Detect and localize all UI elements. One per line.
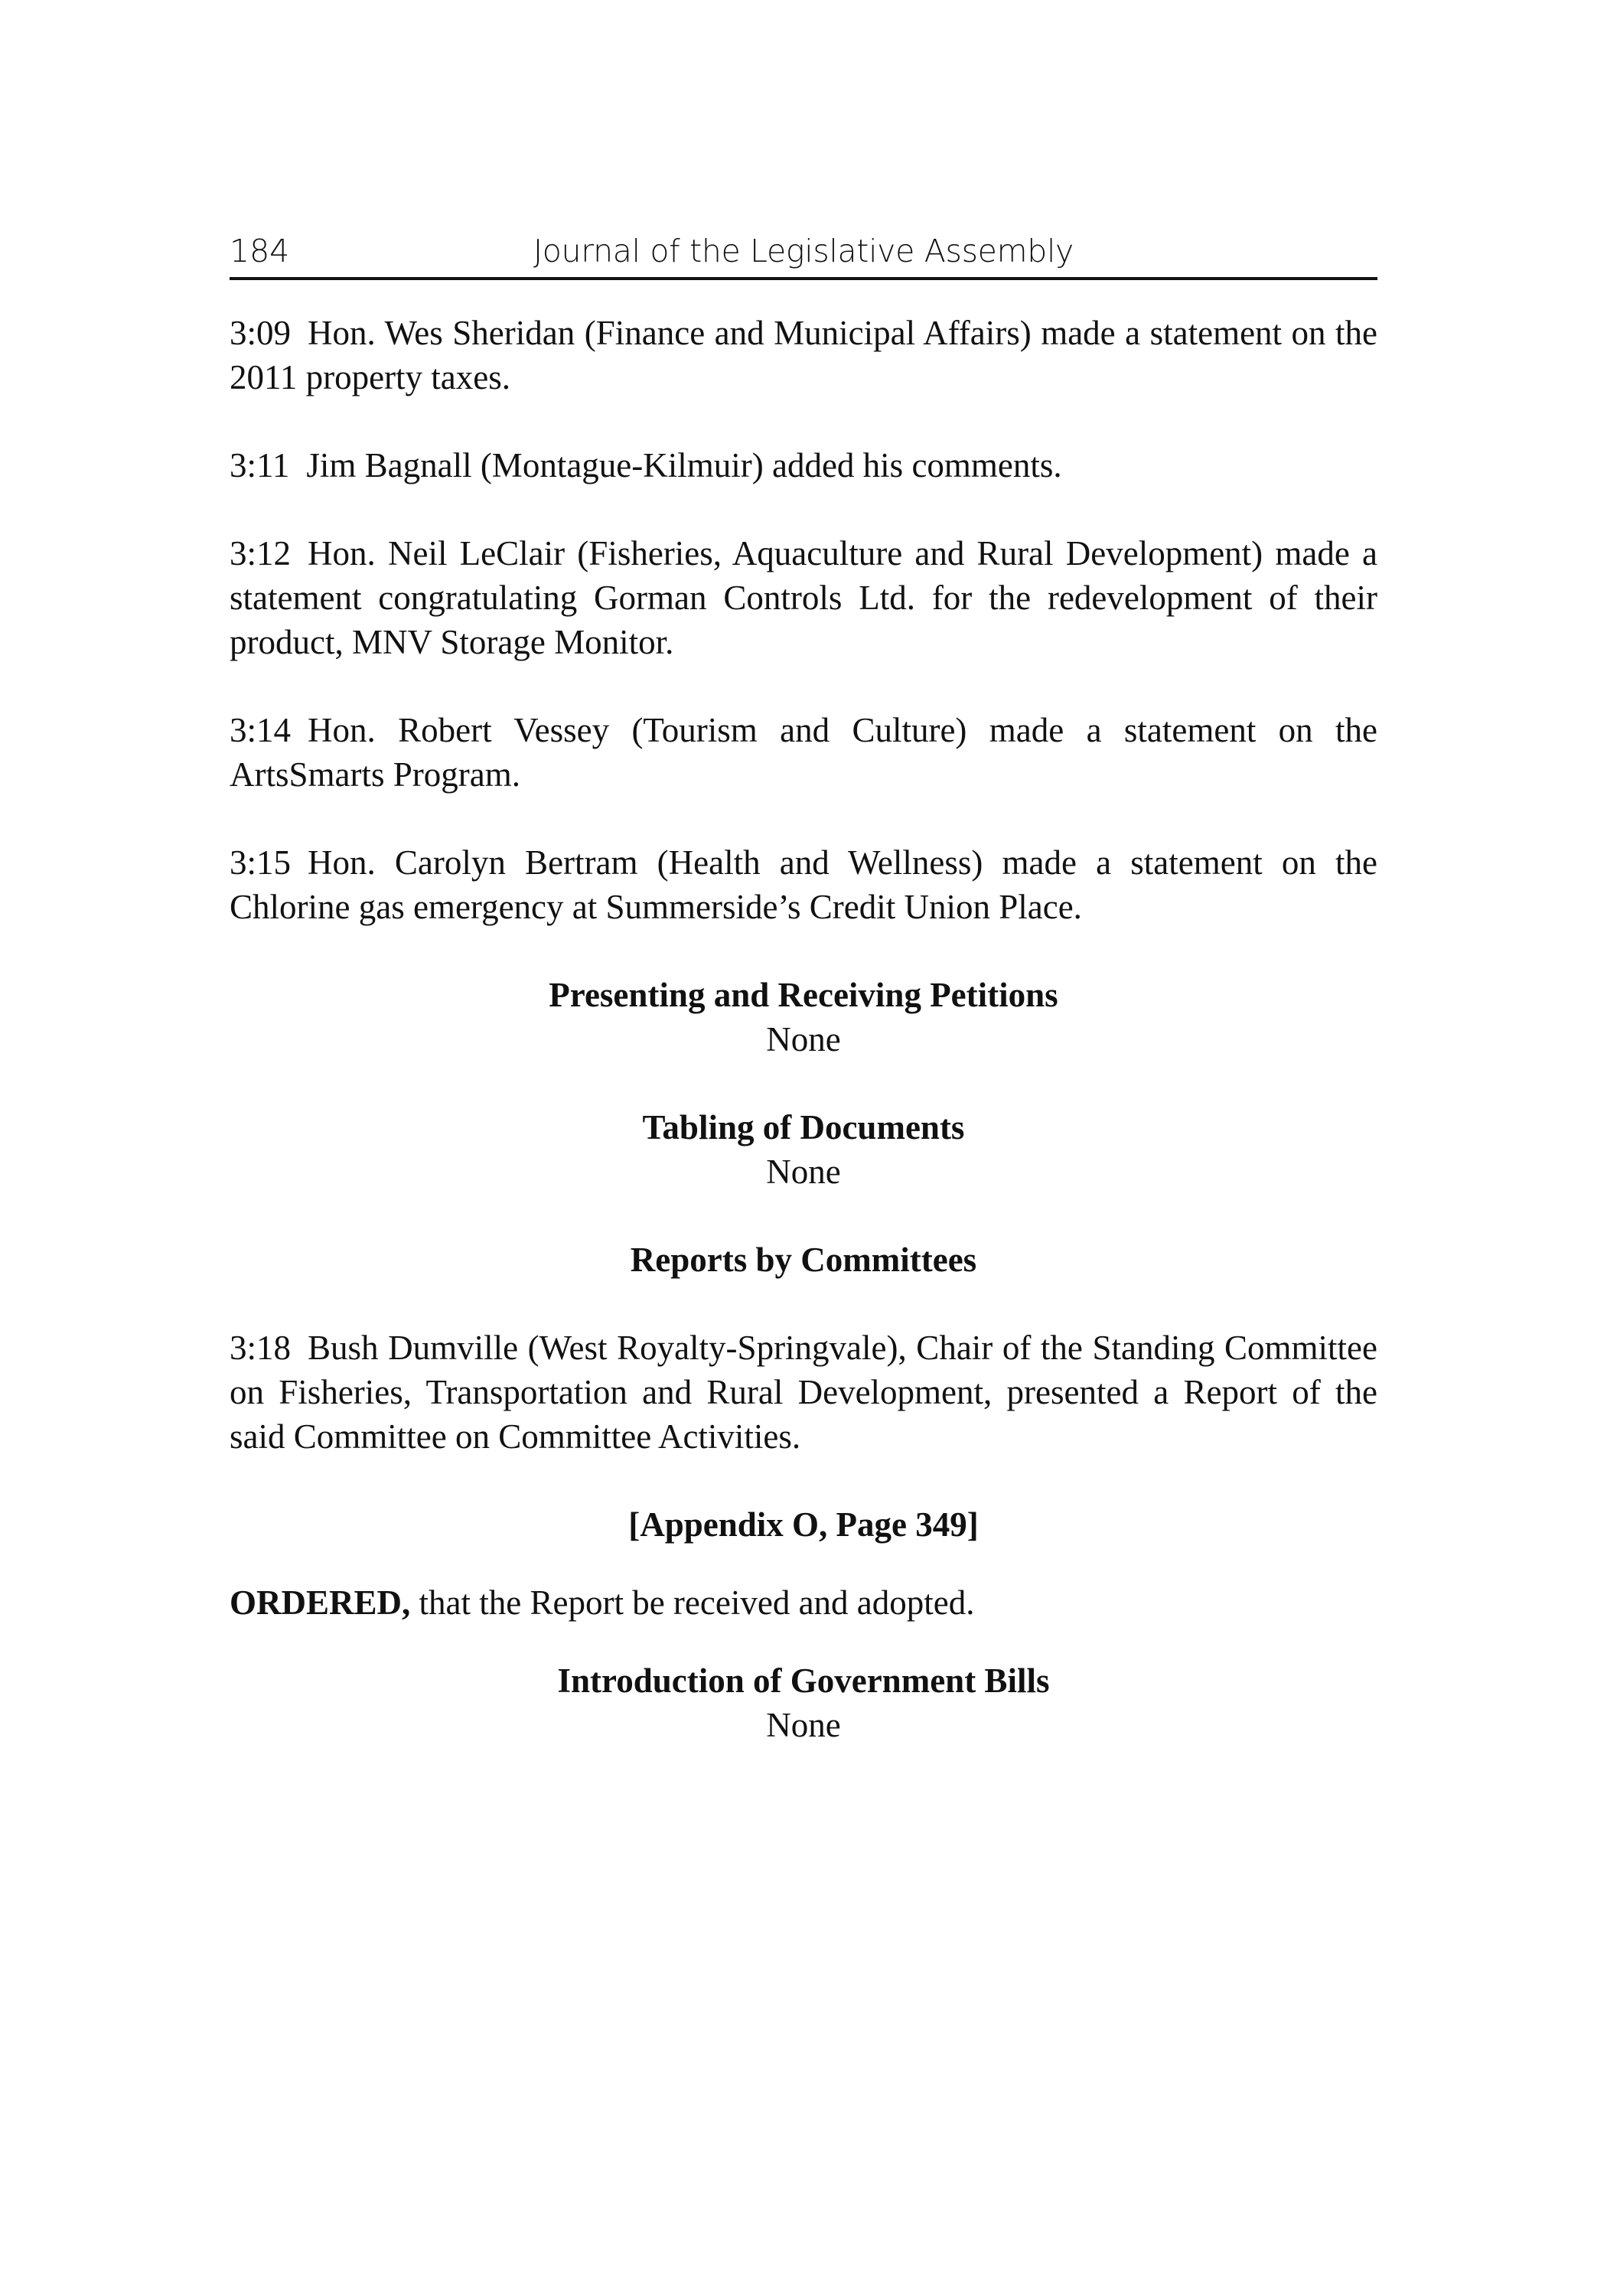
journal-title: Journal of the Legislative Assembly [533, 233, 1074, 269]
section-petitions [230, 973, 1377, 1062]
section-bills [230, 1658, 1377, 1747]
appendix-label: [Appendix O, Page 349] [628, 1505, 979, 1544]
entry-text: Hon. Robert Vessey (Tourism and Culture) made a statement on the ArtsSmarts Program. [230, 711, 1377, 794]
section-heading: Introduction of Government Bills [557, 1662, 1050, 1700]
journal-entry [230, 311, 1377, 400]
journal-entry [230, 840, 1377, 929]
section-heading: Presenting and Receiving Petitions [549, 976, 1058, 1014]
page-number: 184 [230, 233, 290, 269]
journal-body [230, 311, 1377, 1747]
entry-time: 3:15 [230, 843, 292, 882]
entry-time: 3:18 [230, 1329, 292, 1367]
entry-text: Hon. Wes Sheridan (Finance and Municipal Affairs) made a statement on the 2011 property taxes. [230, 314, 1377, 396]
ordered-statement [230, 1580, 1377, 1625]
entry-time: 3:12 [230, 534, 292, 572]
ordered-label: ORDERED, [230, 1583, 411, 1622]
journal-entry [230, 531, 1377, 664]
entry-text: Jim Bagnall (Montague-Kilmuir) added his comments. [306, 446, 1062, 484]
section-body: None [766, 1706, 841, 1744]
section-committees [230, 1238, 1377, 1282]
section-heading: Tabling of Documents [642, 1108, 965, 1146]
document-page [230, 230, 1377, 1791]
journal-entry [230, 708, 1377, 797]
section-body: None [766, 1020, 841, 1058]
entry-text: Hon. Neil LeClair (Fisheries, Aquaculture and Rural Development) made a statement congratulating Gorman Controls Ltd. for the redevelopment of their product, MNV Storage Monitor. [230, 534, 1377, 661]
entry-time: 3:11 [230, 446, 290, 484]
committee-entry [230, 1326, 1377, 1459]
entry-text: Bush Dumville (West Royalty-Springvale), Chair of the Standing Committee on Fisheries, Transportation and Rural Development, presented a Report of the said Committee on Committee Activities. [230, 1329, 1377, 1456]
running-header [230, 230, 1377, 280]
appendix-reference [230, 1502, 1377, 1547]
journal-entry [230, 443, 1377, 488]
section-body: None [766, 1153, 841, 1191]
entry-text: Hon. Carolyn Bertram (Health and Wellness) made a statement on the Chlorine gas emergency at Summerside’s Credit Union Place. [230, 843, 1377, 926]
section-documents [230, 1105, 1377, 1194]
ordered-text: that the Report be received and adopted. [410, 1583, 975, 1622]
section-heading: Reports by Committees [630, 1241, 977, 1279]
entry-time: 3:09 [230, 314, 292, 352]
entry-time: 3:14 [230, 711, 292, 749]
